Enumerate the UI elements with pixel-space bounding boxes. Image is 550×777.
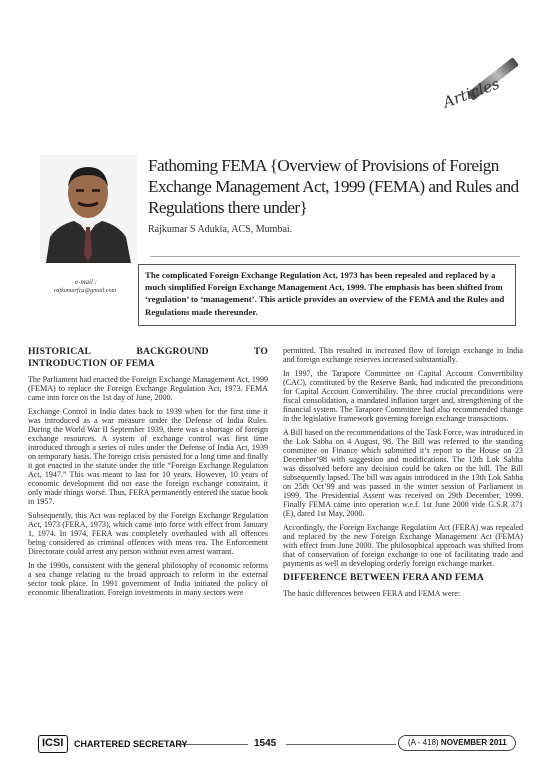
paragraph: Exchange Control in India dates back to 1939 when for the first time it was introduced as a war measure under the Defense of India Rules. During the World War II September 1939, there was a shortage of foreign exchange resources. A system of exchange control was first time introduced through a series of rules under the Defense of India Act, 1939 on temporary basis. The foreign crisis persisted for a long time and finally it got enacted in the statute under the title “Foreign Exchange Regulation Act, 1947.” This was meant to last for 10 years. However, 10 years of economic development did not ease the foreign exchange constraint, it only made things worse. Thus, FERA permanently entered the statue book in 1957. <box>28 406 268 507</box>
paragraph: In the 1990s, consistent with the general philosophy of economic reforms a sea change relating to the broad approach to reform in the external sector took place. In 1991 government of India initiated the policy of economic liberalization. Foreign investments in many sectors were <box>28 560 268 597</box>
article-title: Fathoming FEMA {Overview of Provisions of Foreign Exchange Management Act, 1999 (FEMA) and Rules and Regulations there under} <box>148 156 519 217</box>
issue-info <box>408 738 507 747</box>
section-heading-history <box>28 346 268 370</box>
author-byline: Rajkumar S Adukia, ACS, Mumbai. <box>148 224 293 235</box>
heading-word: TO <box>253 346 268 357</box>
title-divider <box>150 256 520 257</box>
page-footer <box>28 735 518 753</box>
heading-line: INTRODUCTION OF FEMA <box>28 358 155 369</box>
articles-label: Articles <box>440 74 502 112</box>
issue-month: NOVEMBER 2011 <box>440 738 507 747</box>
publication-name: CHARTERED SECRETARY <box>74 739 188 749</box>
email-link[interactable]: rajkumarfca@gmail.com <box>53 287 117 294</box>
section-heading-difference: DIFFERENCE BETWEEN FERA AND FEMA <box>283 572 484 584</box>
right-column <box>283 346 523 603</box>
abstract-box: The complicated Foreign Exchange Regulation Act, 1973 has been repealed and replaced by a much simplified Foreign Exchange Management Act, 1999. The emphasis has been shifted from ‘regulation’ to ‘management’. This article provides an overview of the FEMA and the Rules and Regulations made thereunder. <box>138 264 516 326</box>
footer-rule <box>178 744 248 745</box>
author-photo <box>40 155 137 263</box>
page-number: 1545 <box>254 738 277 749</box>
paragraph: permitted. This resulted in increased flow of foreign exchange in India and foreign exchange reserves increased substantially. <box>283 346 523 365</box>
paragraph: Subsequently, this Act was replaced by the Foreign Exchange Regulation Act, 1973 (FERA, 1973), which came into force with effect from January 1, 1974. In 1974, FERA was completely overhauled with all offences being considered as criminal offences with mens rea. The Enforcement Directorate could arrest any person without even arrest warrant. <box>28 510 268 557</box>
paragraph: The basic differences between FERA and FEMA were: <box>283 589 461 599</box>
paragraph: A Bill based on the recommendations of the Task Force, was introduced in the Lok Sabha on 4 August, 98. The Bill was referred to the standing committee on Finance which submitted it’s report to the House on 23 December’98 with suggestion and modifications. The 12th Lok Sabha was dissolved before any decision could be taken on the bill. The Bill subsequently lapsed. The bill was again introduced in the 13th Lok Sabha on 25th Oct’99 and was passed in the winter session of Parliament in 1999. The Presidential Assent was received on 29th December, 1999. Finally FEMA came into operation w.e.f. 1st June 2000 vide G.S.R 371 (E), dated 1st May, 2000. <box>283 427 523 518</box>
email-label: e-mail : <box>75 278 97 286</box>
icsi-logo: ICSI <box>42 737 64 749</box>
footer-rule <box>286 744 396 745</box>
paragraph: The Parliament had enacted the Foreign Exchange Management Act, 1999 (FEMA) to replace the Foreign Exchange Regulation Act, 1973. FEMA came into force on the 1st day of June, 2000. <box>28 375 268 403</box>
paragraph: In 1997, the Tarapore Committee on Capital Account Convertibility (CAC), constituted by the Reserve Bank, had indicated the preconditions for Capital Account Convertibility. The three crucial preconditions were fiscal consolidation, a mandated inflation target and, strengthening of the financial system. The Tarapore Committee had also recommended change in the legislative framework governing foreign exchange transactions. <box>283 368 523 423</box>
heading-word: BACKGROUND <box>136 346 209 357</box>
left-column <box>28 346 268 601</box>
heading-word: HISTORICAL <box>28 346 92 357</box>
paragraph: Accordingly, the Foreign Exchange Regulation Act (FERA) was repealed and replaced by the new Foreign Exchange Management Act (FEMA) with effect from June 2000. The philosophical approach was shifted from that of conservation of foreign exchange to one of facilitating trade and payments as well as developing orderly foreign exchange market. <box>283 522 523 568</box>
issue-code: (A - 418) <box>408 738 439 747</box>
